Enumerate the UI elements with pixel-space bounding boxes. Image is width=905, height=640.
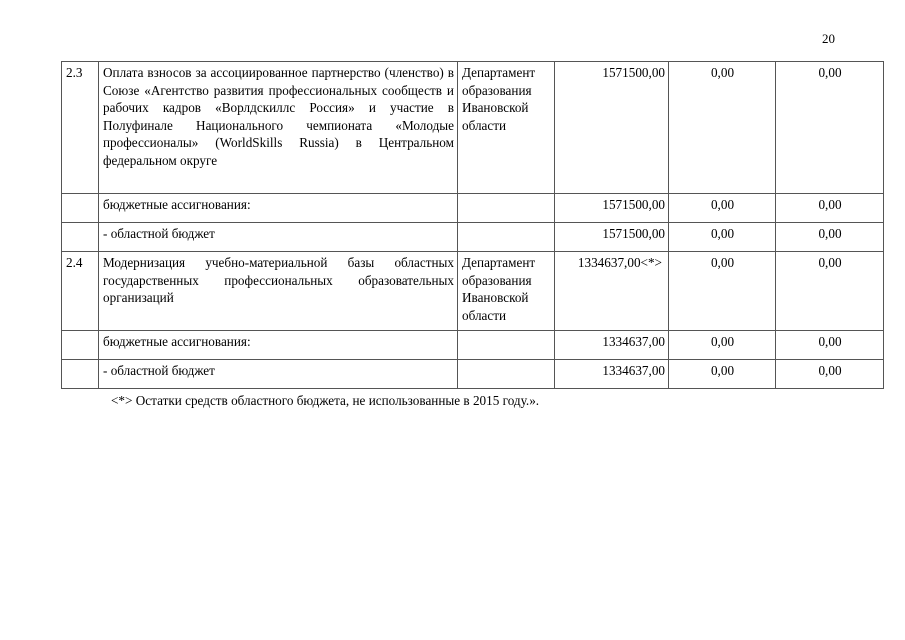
activity-name: - областной бюджет <box>99 360 458 389</box>
activity-name: бюджетные ассигнования: <box>99 331 458 360</box>
row-number <box>62 360 99 389</box>
row-number <box>62 223 99 252</box>
amount-year-1: 1334637,00 <box>555 331 669 360</box>
amount-year-2: 0,00 <box>669 360 776 389</box>
activity-name: - областной бюджет <box>99 223 458 252</box>
amount-year-2: 0,00 <box>669 331 776 360</box>
row-number <box>62 331 99 360</box>
executor: Департамент образования Ивановской области <box>458 62 555 194</box>
executor <box>458 360 555 389</box>
amount-year-2: 0,00 <box>669 252 776 331</box>
amount-year-2: 0,00 <box>669 194 776 223</box>
budget-table <box>61 61 884 389</box>
activity-name: Модернизация учебно-материальной базы областных государственных профессиональных образовательных организаций <box>99 252 458 331</box>
amount-year-3: 0,00 <box>776 360 884 389</box>
row-number: 2.4 <box>62 252 99 331</box>
amount-year-1: 1571500,00 <box>555 194 669 223</box>
amount-year-1: 1334637,00<*> <box>555 252 669 331</box>
table-row <box>62 194 884 223</box>
executor <box>458 194 555 223</box>
amount-year-3: 0,00 <box>776 194 884 223</box>
amount-year-2: 0,00 <box>669 223 776 252</box>
row-number <box>62 194 99 223</box>
table-row <box>62 62 884 194</box>
amount-year-3: 0,00 <box>776 331 884 360</box>
table-row <box>62 360 884 389</box>
amount-year-1: 1571500,00 <box>555 62 669 194</box>
amount-year-1: 1334637,00 <box>555 360 669 389</box>
table-row <box>62 331 884 360</box>
amount-year-3: 0,00 <box>776 62 884 194</box>
table-row <box>62 252 884 331</box>
amount-year-3: 0,00 <box>776 223 884 252</box>
table-row <box>62 223 884 252</box>
page-number: 20 <box>822 31 835 46</box>
activity-name: Оплата взносов за ассоциированное партнерство (членство) в Союзе «Агентство развития профессиональных сообществ и рабочих кадров «Ворлдскиллс Россия» и участие в Полуфинале Национального чемпионата «Молодые профессионалы» (WorldSkills Russia) в Центральном федеральном округе <box>99 62 458 194</box>
amount-year-1: 1571500,00 <box>555 223 669 252</box>
amount-year-3: 0,00 <box>776 252 884 331</box>
amount-year-2: 0,00 <box>669 62 776 194</box>
executor <box>458 223 555 252</box>
executor: Департамент образования Ивановской области <box>458 252 555 331</box>
executor <box>458 331 555 360</box>
row-number: 2.3 <box>62 62 99 194</box>
activity-name: бюджетные ассигнования: <box>99 194 458 223</box>
footnote: <*> Остатки средств областного бюджета, не использованные в 2015 году.». <box>111 393 540 408</box>
